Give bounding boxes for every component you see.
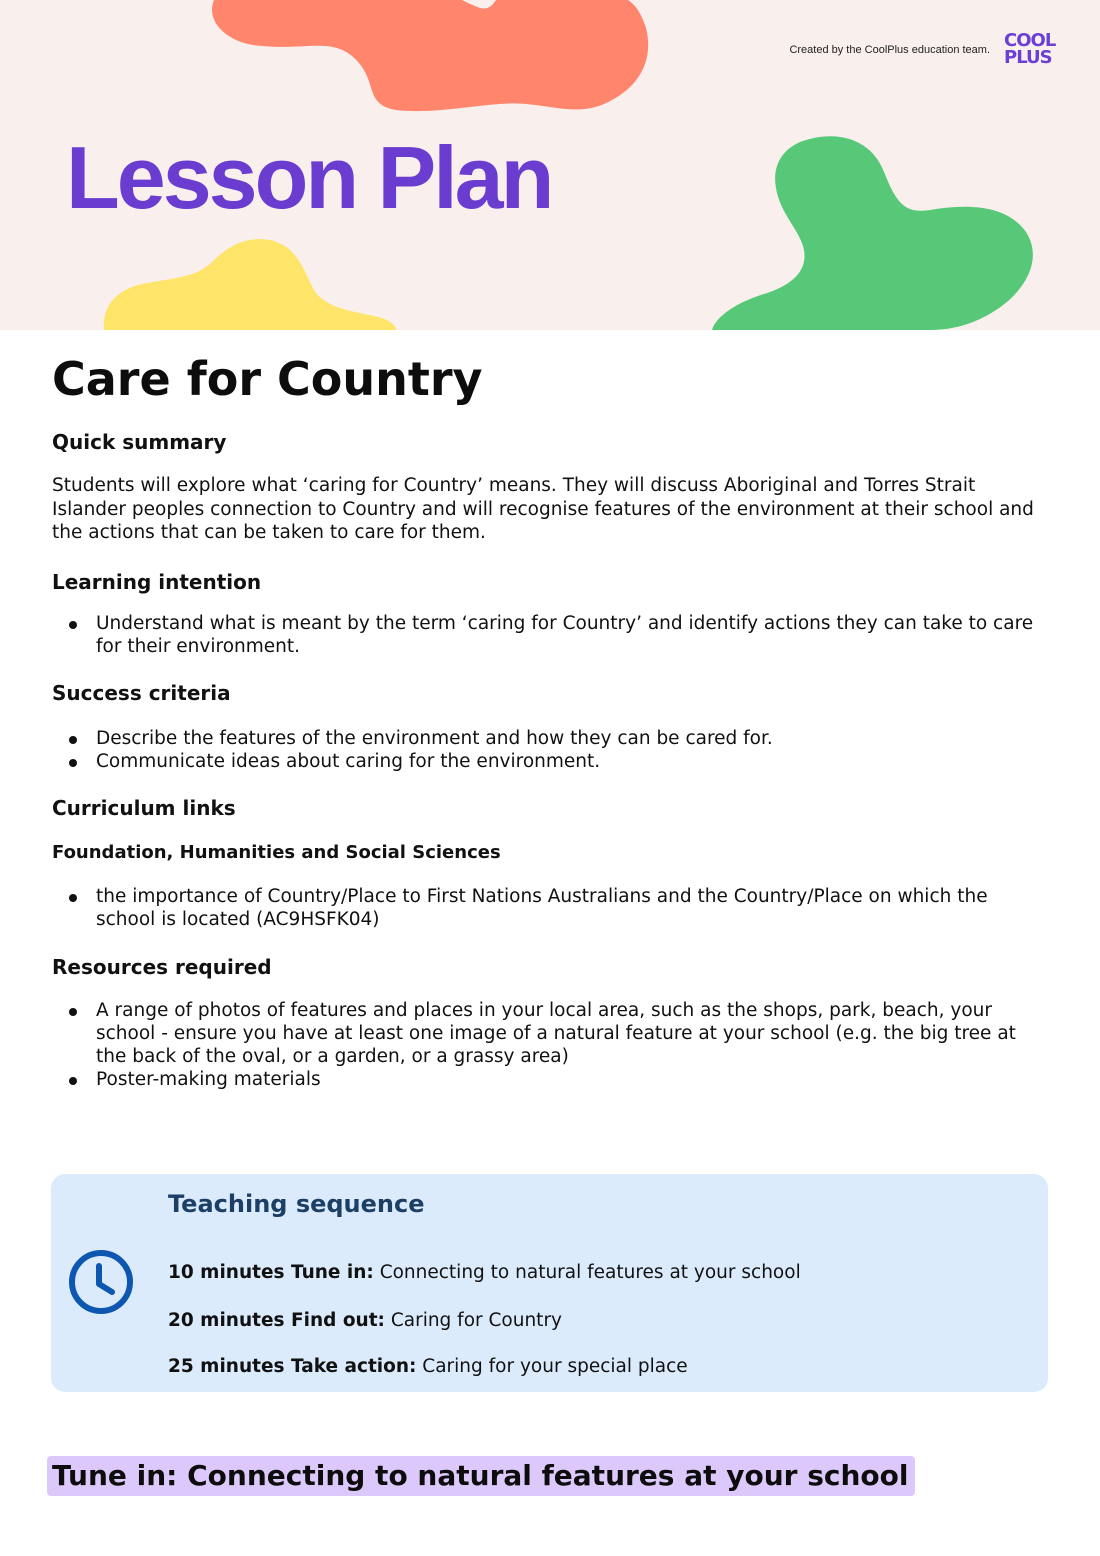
- step-description: Caring for Country: [384, 1310, 562, 1331]
- quick-summary-heading: Quick summary: [52, 430, 227, 454]
- learning-intention-list: [52, 612, 1052, 658]
- list-item: the importance of Country/Place to First Nations Australians and the Country/Place on which the school is located (AC9HSFK04): [96, 885, 1052, 931]
- credit-text: Created by the CoolPlus education team.: [789, 44, 990, 56]
- teaching-step-tune-in: [168, 1261, 801, 1285]
- list-item: Understand what is meant by the term ‘caring for Country’ and identify actions they can take to care for their environment.: [96, 612, 1052, 658]
- coral-blob-shape: [212, 0, 648, 111]
- curriculum-subheading: Foundation, Humanities and Social Sciences: [52, 841, 501, 863]
- clock-icon: [67, 1248, 135, 1316]
- curriculum-links-heading: Curriculum links: [52, 795, 236, 820]
- tune-in-heading: Tune in: Connecting to natural features at your school: [47, 1456, 915, 1496]
- logo-word-cool: COOL: [1004, 30, 1056, 51]
- lesson-title: Care for Country: [52, 352, 483, 406]
- teaching-sequence-heading: Teaching sequence: [168, 1190, 425, 1218]
- learning-intention-heading: Learning intention: [52, 569, 262, 594]
- step-duration: 25 minutes Take action:: [168, 1356, 417, 1377]
- yellow-blob-shape: [104, 239, 396, 330]
- step-description: Caring for your special place: [416, 1356, 688, 1377]
- green-blob-shape: [712, 136, 1033, 330]
- coolplus-logo: [1004, 32, 1068, 66]
- teaching-sequence-card: [51, 1174, 1048, 1392]
- step-description: Connecting to natural features at your school: [373, 1262, 801, 1283]
- lesson-content: [52, 350, 1052, 1091]
- success-criteria-heading: Success criteria: [52, 680, 231, 705]
- step-duration: 10 minutes Tune in:: [168, 1262, 374, 1283]
- list-item: Poster-making materials: [96, 1068, 1052, 1091]
- list-item: Describe the features of the environment and how they can be cared for.: [96, 727, 1052, 750]
- header-banner: [0, 0, 1100, 330]
- list-item: Communicate ideas about caring for the environment.: [96, 750, 1052, 773]
- curriculum-list: [52, 885, 1052, 931]
- step-duration: 20 minutes Find out:: [168, 1310, 385, 1331]
- logo-word-plus: PLUS: [1004, 47, 1052, 68]
- success-criteria-list: [52, 727, 1052, 773]
- list-item: A range of photos of features and places in your local area, such as the shops, park, beach, your school - ensure you have at least one image of a natural feature at your school (e.g. the big tree at the back of the oval, or a garden, or a grassy area): [96, 999, 1052, 1068]
- page-title: Lesson Plan: [66, 128, 552, 227]
- quick-summary-text: Students will explore what ‘caring for Country’ means. They will discuss Aboriginal and Torres Strait Islander peoples connection to Country and will recognise features of the environment at their school and the actions that can be taken to care for them.: [52, 475, 1034, 543]
- resources-heading: Resources required: [52, 954, 272, 979]
- teaching-step-find-out: [168, 1309, 562, 1333]
- resources-list: [52, 999, 1052, 1091]
- teaching-step-take-action: [168, 1355, 688, 1379]
